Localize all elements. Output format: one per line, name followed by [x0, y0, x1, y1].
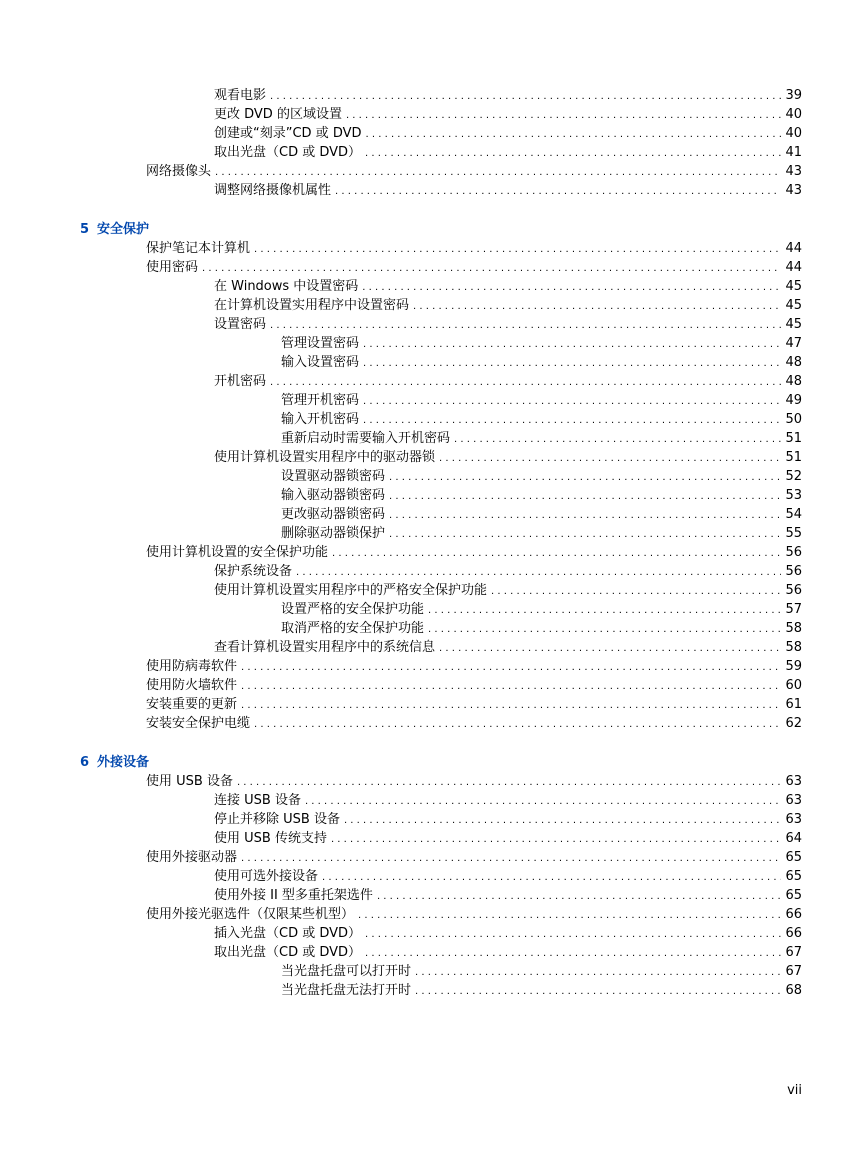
- toc-entry-page: 63: [785, 774, 802, 789]
- toc-entry-page: 65: [785, 850, 802, 865]
- toc-entry[interactable]: [0, 600, 868, 619]
- toc-section-continued: [0, 86, 868, 200]
- toc-entry-title: 使用 USB 传统支持: [214, 831, 327, 846]
- toc-entry-title: 更改 DVD 的区域设置: [214, 107, 342, 122]
- toc-entry[interactable]: [0, 296, 868, 315]
- dot-leader: [241, 849, 781, 868]
- toc-entry-title: 当光盘托盘无法打开时: [281, 983, 412, 998]
- toc-entry[interactable]: [0, 277, 868, 296]
- toc-entry-page: 45: [785, 279, 802, 294]
- toc-entry-page: 50: [785, 412, 802, 427]
- toc-entry[interactable]: [0, 105, 868, 124]
- toc-entry-page: 63: [785, 793, 802, 808]
- dot-leader: [363, 354, 781, 373]
- toc-entry-page: 52: [785, 469, 802, 484]
- toc-entry-page: 67: [785, 964, 802, 979]
- toc-entry[interactable]: [0, 410, 868, 429]
- table-of-contents: [0, 86, 868, 1000]
- toc-entry-page: 57: [785, 602, 802, 617]
- toc-entry-title: 更改驱动器锁密码: [281, 507, 386, 522]
- toc-entry-title: 使用计算机设置实用程序中的严格安全保护功能: [214, 583, 488, 598]
- dot-leader: [331, 830, 782, 849]
- toc-entry[interactable]: [0, 162, 868, 181]
- toc-entry[interactable]: [0, 886, 868, 905]
- toc-entry-page: 48: [785, 355, 802, 370]
- chapter-6-entries: [0, 772, 868, 1000]
- toc-entry-page: 44: [785, 260, 802, 275]
- dot-leader: [439, 449, 781, 468]
- dot-leader: [363, 392, 781, 411]
- toc-entry[interactable]: [0, 448, 868, 467]
- dot-leader: [270, 316, 781, 335]
- dot-leader: [415, 982, 781, 1001]
- toc-entry-page: 39: [785, 88, 802, 103]
- toc-entry-page: 40: [785, 126, 802, 141]
- dot-leader: [428, 620, 781, 639]
- toc-entry[interactable]: [0, 924, 868, 943]
- toc-entry-title: 创建或“刻录”CD 或 DVD: [214, 126, 362, 141]
- toc-entry-title: 取出光盘（CD 或 DVD）: [214, 145, 362, 160]
- toc-entry[interactable]: [0, 562, 868, 581]
- toc-entry-page: 40: [785, 107, 802, 122]
- toc-entry-page: 56: [785, 583, 802, 598]
- toc-entry-title: 保护系统设备: [214, 564, 293, 579]
- dot-leader: [322, 868, 781, 887]
- dot-leader: [365, 144, 781, 163]
- toc-entry[interactable]: [0, 810, 868, 829]
- dot-leader: [335, 182, 781, 201]
- toc-entry-title: 重新启动时需要输入开机密码: [281, 431, 451, 446]
- toc-entry-page: 58: [785, 621, 802, 636]
- toc-entry-title: 设置驱动器锁密码: [281, 469, 386, 484]
- dot-leader: [270, 87, 781, 106]
- dot-leader: [344, 811, 782, 830]
- toc-entry[interactable]: [0, 791, 868, 810]
- dot-leader: [241, 658, 781, 677]
- toc-entry[interactable]: [0, 772, 868, 791]
- dot-leader: [346, 106, 782, 125]
- toc-entry-title: 使用防病毒软件: [146, 659, 238, 674]
- toc-entry-title: 输入驱动器锁密码: [281, 488, 386, 503]
- dot-leader: [363, 411, 781, 430]
- toc-entry-page: 55: [785, 526, 802, 541]
- toc-entry-title: 设置严格的安全保护功能: [281, 602, 425, 617]
- toc-entry[interactable]: [0, 714, 868, 733]
- toc-entry[interactable]: [0, 315, 868, 334]
- toc-entry-title: 使用 USB 设备: [146, 774, 233, 789]
- toc-entry[interactable]: [0, 676, 868, 695]
- toc-entry[interactable]: [0, 829, 868, 848]
- dot-leader: [365, 925, 781, 944]
- chapter-number: 5: [80, 222, 90, 237]
- chapter-heading-6[interactable]: [0, 753, 868, 772]
- toc-entry-page: 45: [785, 317, 802, 332]
- toc-entry-page: 44: [785, 241, 802, 256]
- toc-entry-page: 63: [785, 812, 802, 827]
- toc-entry-page: 45: [785, 298, 802, 313]
- page-number: vii: [787, 1083, 802, 1098]
- toc-entry-page: 53: [785, 488, 802, 503]
- toc-entry[interactable]: [0, 638, 868, 657]
- toc-entry-page: 47: [785, 336, 802, 351]
- dot-leader: [362, 278, 781, 297]
- dot-leader: [439, 639, 781, 658]
- toc-entry[interactable]: [0, 657, 868, 676]
- toc-entry-page: 54: [785, 507, 802, 522]
- toc-entry-title: 连接 USB 设备: [214, 793, 301, 808]
- toc-entry-title: 管理设置密码: [281, 336, 360, 351]
- toc-entry-title: 使用密码: [146, 260, 199, 275]
- toc-entry-title: 删除驱动器锁保护: [281, 526, 386, 541]
- dot-leader: [491, 582, 781, 601]
- toc-entry-page: 68: [785, 983, 802, 998]
- toc-entry-page: 67: [785, 945, 802, 960]
- toc-entry-title: 使用计算机设置的安全保护功能: [146, 545, 329, 560]
- toc-entry-page: 51: [785, 450, 802, 465]
- toc-entry-page: 60: [785, 678, 802, 693]
- toc-entry-title: 使用计算机设置实用程序中的驱动器锁: [214, 450, 436, 465]
- dot-leader: [389, 468, 781, 487]
- toc-entry-title: 取出光盘（CD 或 DVD）: [214, 945, 362, 960]
- dot-leader: [365, 944, 781, 963]
- chapter-heading-5[interactable]: [0, 220, 868, 239]
- toc-entry[interactable]: [0, 486, 868, 505]
- toc-entry[interactable]: [0, 848, 868, 867]
- toc-entry[interactable]: [0, 619, 868, 638]
- toc-entry-page: 56: [785, 545, 802, 560]
- toc-entry-title: 使用外接光驱选件（仅限某些机型）: [146, 907, 355, 922]
- toc-entry-page: 66: [785, 907, 802, 922]
- toc-entry-title: 输入开机密码: [281, 412, 360, 427]
- dot-leader: [358, 906, 781, 925]
- dot-leader: [454, 430, 781, 449]
- dot-leader: [254, 240, 781, 259]
- dot-leader: [415, 963, 781, 982]
- dot-leader: [305, 792, 782, 811]
- toc-entry-page: 48: [785, 374, 802, 389]
- toc-entry-title: 使用外接驱动器: [146, 850, 238, 865]
- toc-entry[interactable]: [0, 467, 868, 486]
- toc-entry-title: 在 Windows 中设置密码: [214, 279, 359, 294]
- toc-entry[interactable]: [0, 905, 868, 924]
- dot-leader: [237, 773, 782, 792]
- toc-entry-page: 43: [785, 183, 802, 198]
- dot-leader: [332, 544, 781, 563]
- toc-entry-page: 64: [785, 831, 802, 846]
- toc-entry[interactable]: [0, 867, 868, 886]
- chapter-number: 6: [80, 755, 90, 770]
- toc-entry[interactable]: [0, 543, 868, 562]
- toc-entry-title: 开机密码: [214, 374, 267, 389]
- toc-entry-page: 56: [785, 564, 802, 579]
- toc-entry-title: 使用外接 II 型多重托架选件: [214, 888, 373, 903]
- toc-entry[interactable]: [0, 429, 868, 448]
- toc-entry[interactable]: [0, 581, 868, 600]
- toc-entry[interactable]: [0, 143, 868, 162]
- toc-entry[interactable]: [0, 258, 868, 277]
- toc-entry[interactable]: [0, 391, 868, 410]
- toc-entry[interactable]: [0, 372, 868, 391]
- toc-entry-page: 61: [785, 697, 802, 712]
- toc-entry[interactable]: [0, 239, 868, 258]
- toc-entry[interactable]: [0, 353, 868, 372]
- toc-entry-page: 65: [785, 869, 802, 884]
- toc-entry[interactable]: [0, 981, 868, 1000]
- toc-entry-title: 设置密码: [214, 317, 267, 332]
- toc-entry-title: 管理开机密码: [281, 393, 360, 408]
- dot-leader: [413, 297, 781, 316]
- toc-entry-page: 65: [785, 888, 802, 903]
- toc-entry-page: 62: [785, 716, 802, 731]
- dot-leader: [241, 696, 781, 715]
- dot-leader: [254, 715, 781, 734]
- toc-entry-title: 保护笔记本计算机: [146, 241, 251, 256]
- chapter-title: 外接设备: [97, 755, 150, 770]
- dot-leader: [202, 259, 781, 278]
- toc-entry[interactable]: [0, 124, 868, 143]
- toc-entry-page: 59: [785, 659, 802, 674]
- toc-entry-title: 观看电影: [214, 88, 267, 103]
- toc-entry-page: 66: [785, 926, 802, 941]
- chapter-title: 安全保护: [97, 222, 150, 237]
- dot-leader: [377, 887, 782, 906]
- toc-entry[interactable]: [0, 181, 868, 200]
- toc-entry[interactable]: [0, 334, 868, 353]
- toc-entry-title: 当光盘托盘可以打开时: [281, 964, 412, 979]
- dot-leader: [241, 677, 781, 696]
- toc-entry-title: 使用防火墙软件: [146, 678, 238, 693]
- toc-entry-page: 41: [785, 145, 802, 160]
- toc-entry-title: 取消严格的安全保护功能: [281, 621, 425, 636]
- chapter-5-entries: [0, 239, 868, 733]
- toc-entry-title: 输入设置密码: [281, 355, 360, 370]
- dot-leader: [389, 487, 781, 506]
- toc-entry-title: 在计算机设置实用程序中设置密码: [214, 298, 410, 313]
- toc-entry-title: 查看计算机设置实用程序中的系统信息: [214, 640, 436, 655]
- dot-leader: [366, 125, 782, 144]
- toc-entry[interactable]: [0, 86, 868, 105]
- toc-entry-title: 安装重要的更新: [146, 697, 238, 712]
- toc-entry-page: 43: [785, 164, 802, 179]
- dot-leader: [270, 373, 781, 392]
- toc-entry-title: 使用可选外接设备: [214, 869, 319, 884]
- toc-entry-title: 插入光盘（CD 或 DVD）: [214, 926, 362, 941]
- toc-entry[interactable]: [0, 943, 868, 962]
- dot-leader: [215, 163, 781, 182]
- toc-entry-page: 58: [785, 640, 802, 655]
- toc-entry[interactable]: [0, 524, 868, 543]
- dot-leader: [428, 601, 781, 620]
- dot-leader: [363, 335, 781, 354]
- toc-entry-title: 调整网络摄像机属性: [214, 183, 332, 198]
- dot-leader: [389, 506, 781, 525]
- toc-entry-page: 51: [785, 431, 802, 446]
- toc-entry-title: 停止并移除 USB 设备: [214, 812, 340, 827]
- toc-entry[interactable]: [0, 962, 868, 981]
- toc-entry[interactable]: [0, 505, 868, 524]
- dot-leader: [296, 563, 781, 582]
- toc-entry[interactable]: [0, 695, 868, 714]
- toc-entry-title: 安装安全保护电缆: [146, 716, 251, 731]
- toc-entry-page: 49: [785, 393, 802, 408]
- dot-leader: [389, 525, 781, 544]
- toc-entry-title: 网络摄像头: [146, 164, 212, 179]
